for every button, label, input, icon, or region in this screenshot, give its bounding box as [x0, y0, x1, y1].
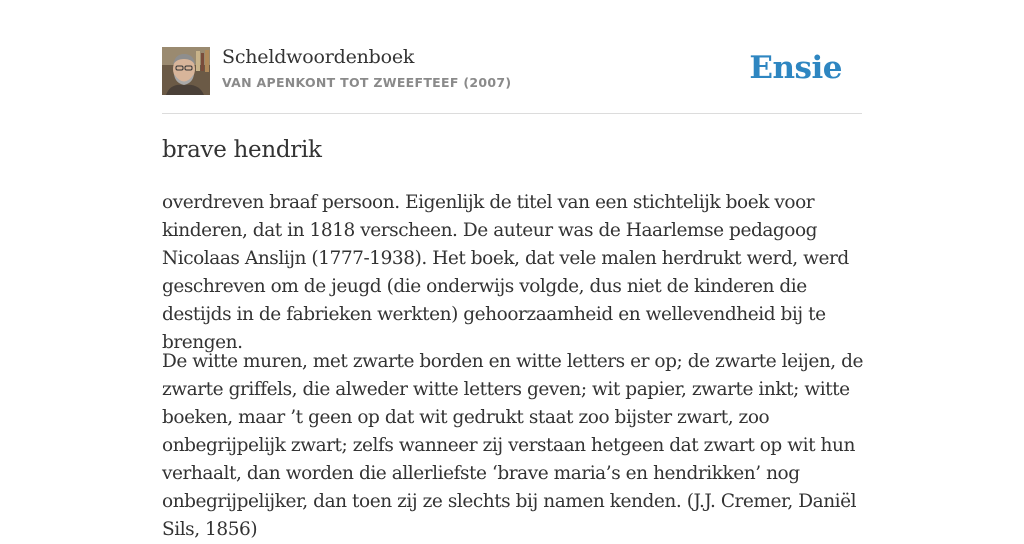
entry-title: brave hendrik [162, 137, 322, 163]
source-subtitle: VAN APENKONT TOT ZWEEFTEEF (2007) [222, 75, 512, 90]
source-title[interactable]: Scheldwoordenboek [222, 46, 415, 68]
source-header [162, 0, 862, 114]
page-container [162, 0, 864, 540]
author-avatar[interactable] [162, 47, 210, 95]
ensie-logo[interactable]: Ensie [749, 50, 842, 86]
author-portrait-icon [162, 47, 210, 95]
entry-quote-paragraph: De witte muren, met zwarte borden en witte letters er op; de zwarte leijen, de zwarte griffels, die alweder witte letters geven; wit papier, zwarte inkt; witte boeken, maar ’t geen op dat wit gedrukt staat zoo bijster zwart, zoo onbegrijpelijk zwart; zelfs wanneer zij verstaan hetgeen dat zwart op wit hun verhaalt, dan worden die allerliefste ‘brave maria’s en hendrikken’ nog onbegrijpelijker, dan toen zij ze slechts bij namen kenden. (J.J. Cremer, Daniël Sils, 1856) [162, 351, 864, 540]
entry-definition-paragraph: overdreven braaf persoon. Eigenlijk de titel van een stichtelijk boek voor kinderen, dat in 1818 verscheen. De auteur was de Haarlemse pedagoog Nicolaas Anslijn (1777-1938). Het boek, dat vele malen herdrukt werd, werd geschreven om de jeugd (die onderwijs volgde, dus niet de kinderen die destijds in de fabrieken werkten) gehoorzaamheid en wellevendheid bij te brengen. [162, 192, 849, 353]
